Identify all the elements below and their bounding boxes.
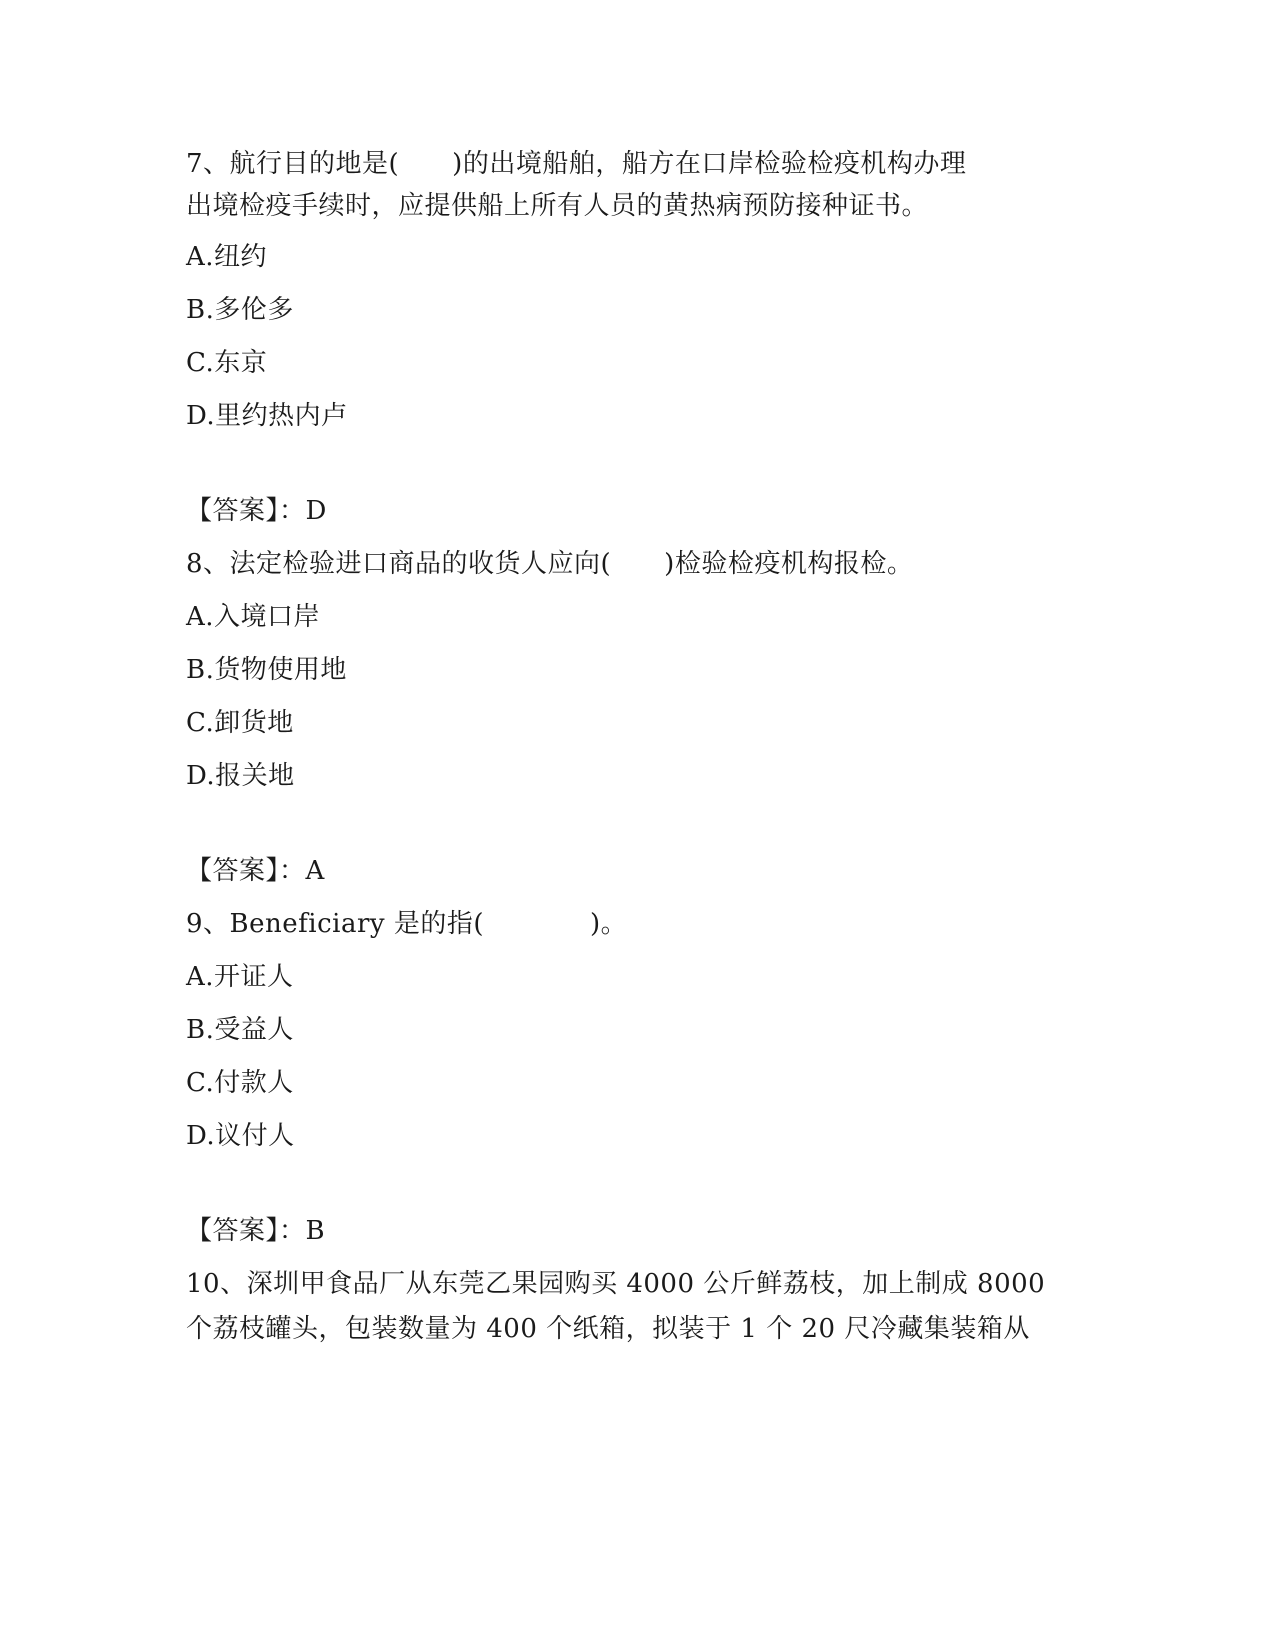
question-10-stem-line-2: 个荔枝罐头，包装数量为 400 个纸箱，拟装于 1 个 20 尺冷藏集装箱从 (186, 1314, 1030, 1344)
question-7-option-d: D.里约热内卢 (186, 401, 348, 431)
question-10-stem-line-1: 10、深圳甲食品厂从东莞乙果园购买 4000 公斤鲜荔枝，加上制成 8000 (186, 1269, 1046, 1299)
question-7-answer: 【答案】：D (186, 496, 327, 526)
question-7-option-a: A.纽约 (186, 242, 268, 272)
question-8-option-a: A.入境口岸 (186, 602, 321, 632)
question-7-option-b: B.多伦多 (186, 295, 294, 325)
question-8-stem-line-1: 8、法定检验进口商品的收货人应向( )检验检疫机构报检。 (186, 549, 914, 579)
question-8-option-b: B.货物使用地 (186, 655, 347, 685)
question-8-answer: 【答案】：A (186, 856, 325, 886)
question-7-stem-line-1: 7、航行目的地是( )的出境船舶，船方在口岸检验检疫机构办理 (186, 149, 967, 179)
question-8-option-c: C.卸货地 (186, 708, 294, 738)
question-9-option-c: C.付款人 (186, 1068, 294, 1098)
question-7-option-c: C.东京 (186, 348, 268, 378)
question-9-option-b: B.受益人 (186, 1015, 294, 1045)
question-8-option-d: D.报关地 (186, 761, 295, 791)
question-9-option-d: D.议付人 (186, 1121, 295, 1151)
question-9-option-a: A.开证人 (186, 962, 294, 992)
question-9-answer: 【答案】：B (186, 1216, 326, 1246)
question-7-stem-line-2: 出境检疫手续时，应提供船上所有人员的黄热病预防接种证书。 (186, 191, 929, 221)
question-9-stem-line-1: 9、Beneficiary 是的指( )。 (186, 909, 628, 939)
